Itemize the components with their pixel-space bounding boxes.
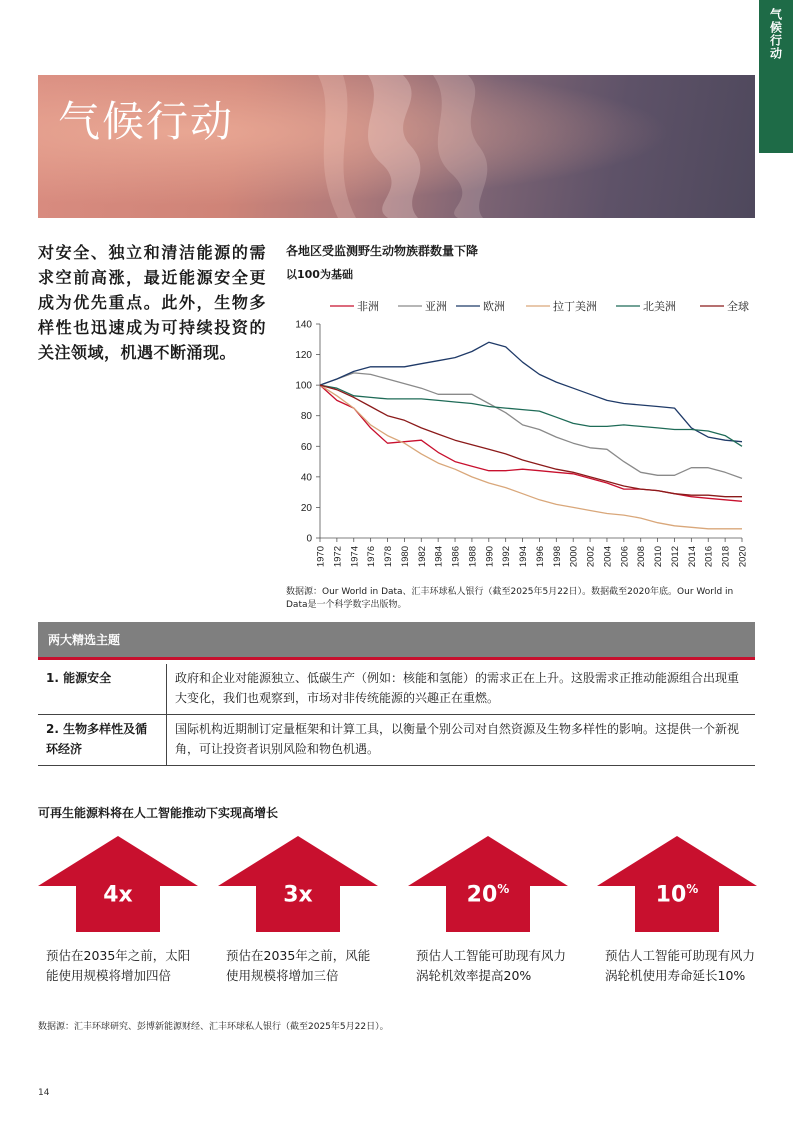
intro-text: 对安全、独立和清洁能源的需求空前高涨，最近能源安全更成为优先重点。此外，生物多样性也迅速成为可持续投资的关注领域，机遇不断涌现。 — [38, 243, 266, 362]
x-tick-label: 2020 — [737, 546, 749, 568]
y-tick-label: 40 — [300, 472, 312, 484]
themes-header: 两大精选主题 — [38, 622, 755, 660]
series-line-北美洲 — [320, 385, 742, 446]
theme-text: 国际机构近期制订定量框架和计算工具，以衡量个别公司对自然资源及生物多样性的影响。这提供一个新视角，可让投资者识别风险和物色机遇。 — [175, 722, 740, 756]
wildlife-line-chart — [280, 290, 755, 580]
chart-subtitle: 以100为基础 — [286, 268, 353, 281]
x-tick-label: 2000 — [568, 546, 580, 568]
x-tick-label: 1988 — [467, 546, 479, 568]
stat-label: 预估人工智能可助现有风力涡轮机效率提高20% — [416, 948, 567, 983]
x-tick-label: 2012 — [669, 546, 681, 568]
legend-label: 全球 — [727, 300, 749, 313]
table-row — [38, 715, 755, 766]
chart-title: 各地区受监测野生动物族群数量下降 — [286, 244, 479, 258]
x-tick-label: 2008 — [636, 546, 648, 568]
series-line-非洲 — [320, 385, 742, 501]
legend-label: 拉丁美洲 — [553, 300, 597, 313]
legend-label: 北美洲 — [643, 300, 676, 313]
x-tick-label: 1986 — [450, 546, 462, 568]
stat-efficiency — [408, 836, 588, 983]
growth-title: 可再生能源料将在人工智能推动下实现高增长 — [38, 806, 279, 820]
x-tick-label: 2014 — [686, 546, 698, 568]
growth-source: 数据源：汇丰环球研究、彭博新能源财经、汇丰环球私人银行（截至2025年5月22日）。 — [38, 1022, 389, 1032]
x-tick-label: 1970 — [315, 546, 327, 568]
x-tick-label: 2010 — [653, 546, 665, 568]
x-tick-label: 1982 — [416, 546, 428, 568]
x-tick-label: 1998 — [551, 546, 563, 568]
theme-text: 政府和企业对能源独立、低碳生产（例如：核能和氢能）的需求正在上升。这股需求正推动能源组合出现重大变化，我们也观察到，市场对非传统能源的兴趣正在重燃。 — [175, 671, 740, 705]
legend-label: 亚洲 — [425, 300, 447, 313]
series-line-全球 — [320, 385, 742, 497]
section-tab[interactable] — [759, 0, 793, 153]
y-tick-label: 100 — [295, 380, 312, 392]
y-tick-label: 0 — [306, 533, 312, 545]
x-tick-label: 2016 — [703, 546, 715, 568]
x-tick-label: 1990 — [484, 546, 496, 568]
stat-value: 10% — [655, 882, 699, 908]
stat-value: 20% — [466, 882, 510, 908]
x-tick-label: 1992 — [501, 546, 513, 568]
x-tick-label: 1976 — [366, 546, 378, 568]
x-tick-label: 2018 — [720, 546, 732, 568]
stat-wind — [218, 836, 398, 983]
legend-label: 欧洲 — [483, 300, 505, 313]
y-tick-label: 20 — [300, 502, 312, 514]
x-tick-label: 1974 — [349, 546, 361, 568]
theme-title: 1. 能源安全 — [38, 664, 167, 715]
theme-title: 2. 生物多样性及循环经济 — [38, 715, 167, 766]
x-tick-label: 1978 — [383, 546, 395, 568]
stat-label: 预估在2035年之前，风能使用规模将增加三倍 — [226, 948, 371, 983]
legend-label: 非洲 — [357, 300, 379, 313]
hero-banner — [38, 75, 755, 218]
section-tab-label: 气候行动 — [768, 8, 783, 60]
themes-table — [38, 664, 755, 766]
x-tick-label: 2002 — [585, 546, 597, 568]
x-tick-label: 1994 — [518, 546, 530, 568]
stat-value: 3x — [283, 882, 313, 908]
x-tick-label: 1980 — [399, 546, 411, 568]
chart-source: 数据源：Our World in Data、汇丰环球私人银行（截至2025年5月22日）。数据截至2020年底。Our World in Data是一个科学数字出版物。 — [286, 587, 734, 610]
y-tick-label: 140 — [295, 319, 312, 331]
table-row — [38, 664, 755, 715]
y-tick-label: 60 — [300, 441, 312, 453]
y-tick-label: 80 — [300, 411, 312, 423]
page-title: 气候行动 — [58, 97, 235, 146]
x-tick-label: 2004 — [602, 546, 614, 568]
stat-value: 4x — [103, 882, 133, 908]
x-tick-label: 1984 — [433, 546, 445, 568]
x-tick-label: 1972 — [332, 546, 344, 568]
y-tick-label: 120 — [295, 350, 312, 362]
stat-label: 预估人工智能可助现有风力涡轮机使用寿命延长10% — [605, 948, 756, 983]
stat-solar — [38, 836, 218, 983]
page-number: 14 — [38, 1088, 50, 1098]
series-line-拉丁美洲 — [320, 385, 742, 529]
stat-lifespan — [597, 836, 777, 983]
x-tick-label: 2006 — [619, 546, 631, 568]
x-tick-label: 1996 — [534, 546, 546, 568]
stat-label: 预估在2035年之前，太阳能使用规模将增加四倍 — [46, 948, 191, 983]
